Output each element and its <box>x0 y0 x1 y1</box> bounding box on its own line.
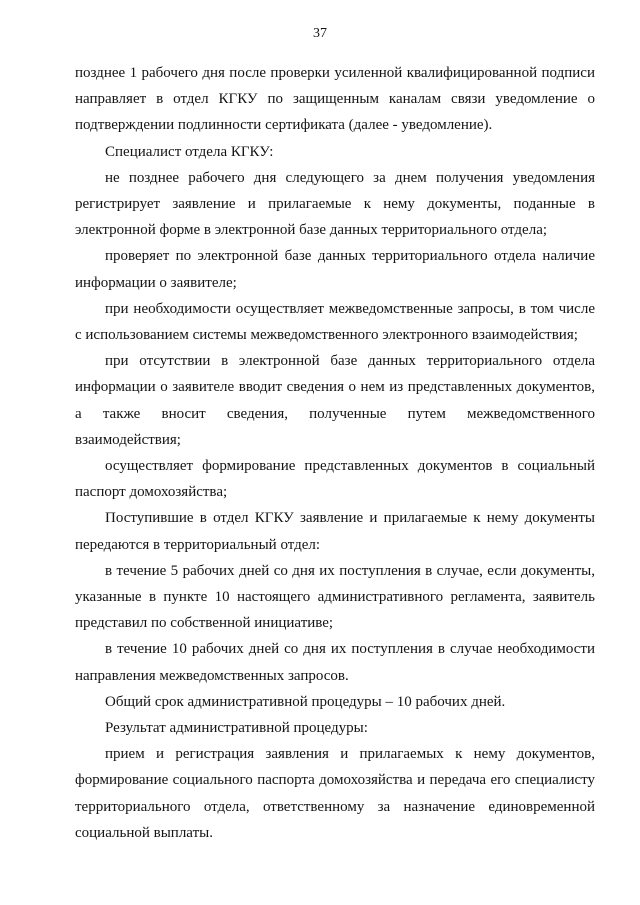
paragraph-total-term: Общий срок административной процедуры – 10 рабочих дней. <box>105 693 506 710</box>
paragraph-five-days: в течение 5 рабочих дней со дня их поступления в случае, если документы, указанные в пункте 10 настоящего административного регламента, заявитель представил по собственной инициативе; <box>75 562 595 632</box>
paragraph-transfer-documents: Поступившие в отдел КГКУ заявление и прилагаемые к нему документы передаются в территориальный отдел: <box>75 510 595 553</box>
paragraph-enter-applicant-data: при отсутствии в электронной базе данных территориального отдела информации о заявителе вводит сведения о нем из представленных документов, а также вносит сведения, полученные путем межведомственного взаимодействия; <box>75 353 595 448</box>
paragraph-registration: не позднее рабочего дня следующего за днем получения уведомления регистрирует заявление и прилагаемые к нему документы, поданные в электронной форме в электронной базе данных территориального отдела; <box>75 169 595 239</box>
paragraph-result-heading: Результат административной процедуры: <box>105 720 368 737</box>
paragraph-result: прием и регистрация заявления и прилагаемых к нему документов, формирование социального паспорта домохозяйства и передача его специалисту территориального отдела, ответственному за назначение единовременной социальной выплаты. <box>75 746 595 841</box>
paragraph-social-passport: осуществляет формирование представленных документов в социальный паспорт домохозяйства; <box>75 458 595 501</box>
paragraph-check-database: проверяет по электронной базе данных территориального отдела наличие информации о заявителе; <box>75 248 595 291</box>
paragraph-continuation: позднее 1 рабочего дня после проверки усиленной квалифицированной подписи направляет в отдел КГКУ по защищенным каналам связи уведомление о подтверждении подлинности сертификата (далее - уведомление). <box>75 65 595 134</box>
page-number: 37 <box>313 26 327 41</box>
document-body <box>75 60 595 846</box>
paragraph-specialist-heading: Специалист отдела КГКУ: <box>105 143 274 160</box>
paragraph-ten-days: в течение 10 рабочих дней со дня их поступления в случае необходимости направления межведомственных запросов. <box>75 641 595 684</box>
paragraph-interagency-requests: при необходимости осуществляет межведомственные запросы, в том числе с использованием системы межведомственного электронного взаимодействия; <box>75 300 595 344</box>
